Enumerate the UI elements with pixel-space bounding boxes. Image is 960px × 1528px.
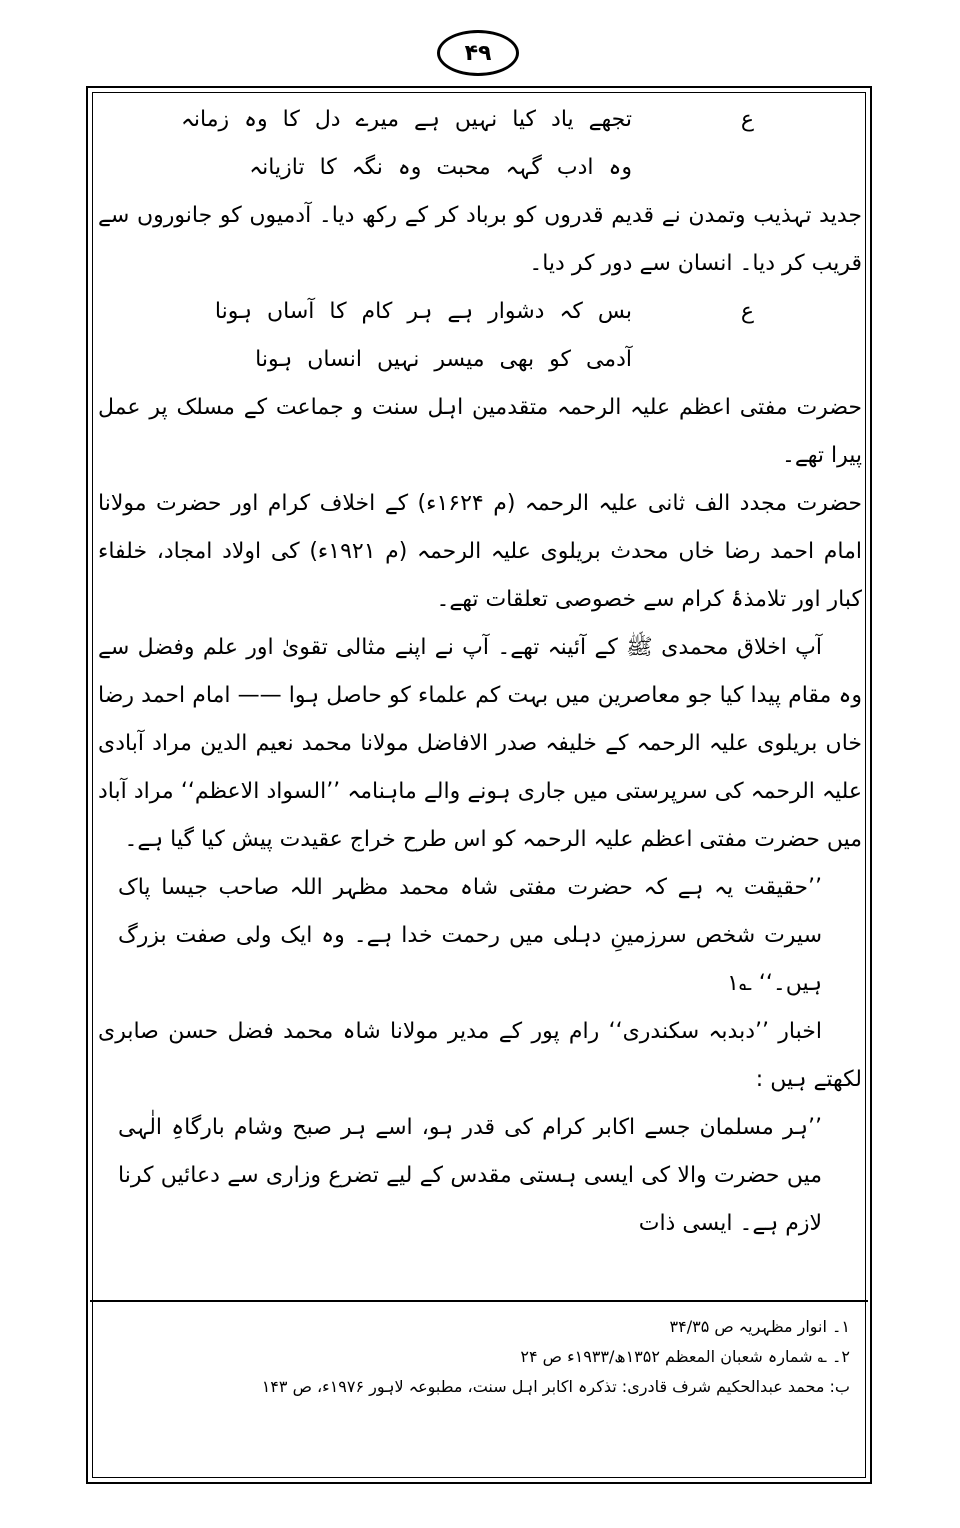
- verse-mark: ع: [740, 299, 754, 324]
- page-number-text: ۴۹: [464, 40, 492, 66]
- verse-2-line-1: [98, 288, 862, 336]
- verse-line: بس کہ دشوار ہے ہر کام کا آساں ہونا: [214, 299, 632, 324]
- paragraph-dabdaba: اخبار ’’دبدبہ سکندری‘‘ رام پور کے مدیر مولانا شاہ محمد فضل حسن صابری لکھتے ہیں :: [98, 1019, 862, 1092]
- paragraph-modern-civilization: جدید تہذیب وتمدن نے قدیم قدروں کو برباد کر کے رکھ دیا۔ آدمیوں کو جانوروں سے قریب کر دیا۔ انسان سے دور کر دیا۔: [98, 203, 862, 276]
- quote-sawad-azam: [98, 864, 862, 1008]
- paragraph-maslak: حضرت مفتی اعظم علیہ الرحمہ متقدمین اہل سنت و جماعت کے مسلک پر عمل پیرا تھے۔: [98, 395, 862, 468]
- quote-text: ’’حقیقت یہ ہے کہ حضرت مفتی شاہ محمد مظہر اللہ صاحب جیسا پاک سیرت شخص سرزمینِ دہلی میں رحمت خدا ہے۔ وہ ایک ولی صفت بزرگ ہیں۔‘‘: [118, 875, 822, 996]
- verse-mark: ع: [740, 107, 754, 132]
- footnote-3: ب: محمد عبدالحکیم شرف قادری: تذکرہ اکابر اہل سنت، مطبوعہ لاہور ۱۹۷۶ء، ص ۱۴۳: [261, 1377, 850, 1396]
- footnote-2: ۲۔ ؎ شمارہ شعبان المعظم ۱۳۵۲ھ/۱۹۳۳ء ص ۲۴: [520, 1347, 850, 1366]
- paragraph-character: آپ اخلاق محمدی ﷺ کے آئینہ تھے۔ آپ نے اپنے مثالی تقویٰ اور علم وفضل سے وہ مقام پیدا کیا جو معاصرین میں بہت کم علماء کو حاصل ہوا —— امام احمد رضا خاں بریلوی علیہ الرحمہ کے خلیفہ صدر الافاضل مولانا محمد نعیم الدین مراد آبادی علیہ الرحمہ کی سرپرستی میں جاری ہونے والے ماہنامہ ’’السواد الاعظم‘‘ مراد آباد میں حضرت مفتی اعظم علیہ الرحمہ کو اس طرح خراج عقیدت پیش کیا گیا ہے۔: [98, 635, 862, 852]
- verse-1-line-1: [98, 96, 862, 144]
- verse-1-line-2: [98, 144, 862, 192]
- verse-line: وہ ادب گہہ محبت وہ نگہ کا تازیانہ: [249, 155, 632, 180]
- verse-line: آدمی کو بھی میسر نہیں انساں ہونا: [255, 347, 632, 372]
- footnote-1: ۱۔ انوار مظہریہ ص ۳۴/۳۵: [669, 1317, 850, 1336]
- paragraph-relations: حضرت مجدد الف ثانی علیہ الرحمہ (م ۱۶۲۴ء) کے اخلاف کرام اور حضرت مولانا امام احمد رضا خاں محدث بریلوی علیہ الرحمہ (م ۱۹۲۱ء) کی اولاد امجاد، خلفاء کبار اور تلامذۂ کرام سے خصوصی تعلقات تھے۔: [98, 491, 862, 612]
- footnote-ref: ؎۱: [727, 971, 752, 996]
- verse-2-line-2: [98, 336, 862, 384]
- main-text: [98, 96, 862, 1296]
- footnote-separator: [90, 1300, 868, 1302]
- verse-line: تجھے یاد کیا نہیں ہے میرے دل کا وہ زمانہ: [181, 107, 632, 132]
- quote-dabdaba: ’’ہر مسلمان جسے اکابر کرام کی قدر ہو، اسے ہر صبح وشام بارگاہِ الٰہی میں حضرت والا کی ایسی ہستی مقدس کے لیے تضرع وزاری سے دعائیں کرنا لازم ہے۔ ایسی ذات: [118, 1115, 822, 1236]
- page-number: [437, 30, 519, 76]
- footnotes: [110, 1312, 850, 1402]
